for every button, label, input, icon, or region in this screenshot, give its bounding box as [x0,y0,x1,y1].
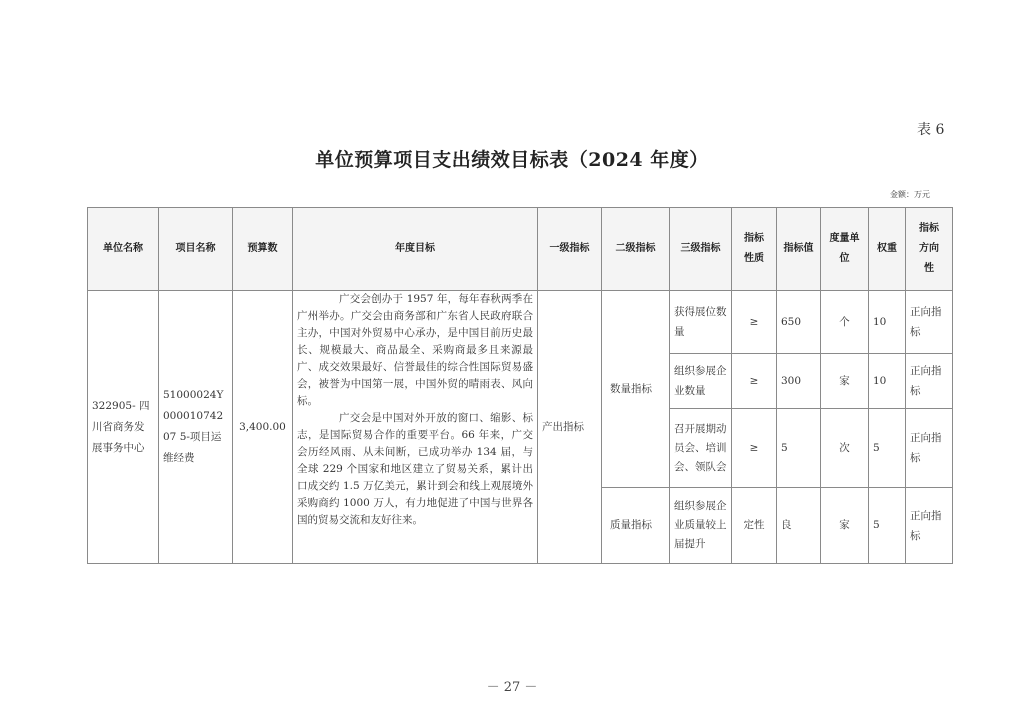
weight-cell: 5 [869,409,906,488]
header-level2: 二级指标 [602,208,670,291]
page-number: － 27 － [486,680,538,695]
header-level3: 三级指标 [670,208,732,291]
measure-unit-cell: 家 [821,354,869,409]
header-measure-unit: 度量单位 [821,208,869,291]
nature-cell: ≥ [732,354,777,409]
level3-cell: 召开展期动员会、培训会、领队会 [670,409,732,488]
budget-cell: 3,400.00 [233,291,293,564]
level3-cell: 获得展位数量 [670,291,732,354]
value-cell: 良 [777,488,821,564]
performance-target-table [87,207,953,564]
header-weight: 权重 [869,208,906,291]
table-label: 表 6 [917,122,945,138]
header-nature: 指标性质 [732,208,777,291]
direction-cell: 正向指标 [906,291,953,354]
level3-cell: 组织参展企业数量 [670,354,732,409]
nature-cell: ≥ [732,409,777,488]
annual-goal-cell [293,291,538,564]
project-name-cell: 51000024Y00001074207 5-项目运维经费 [159,291,233,564]
value-cell: 5 [777,409,821,488]
value-cell: 650 [777,291,821,354]
weight-cell: 10 [869,354,906,409]
nature-cell: ≥ [732,291,777,354]
header-annual-goal: 年度目标 [293,208,538,291]
header-direction: 指标方向性 [906,208,953,291]
header-row [88,208,953,291]
unit-note: 金额：万元 [890,190,930,199]
measure-unit-cell: 家 [821,488,869,564]
direction-cell: 正向指标 [906,354,953,409]
level3-cell: 组织参展企业质量较上届提升 [670,488,732,564]
value-cell: 300 [777,354,821,409]
direction-cell: 正向指标 [906,488,953,564]
header-project-name: 项目名称 [159,208,233,291]
level2-cell: 数量指标 [602,291,670,488]
measure-unit-cell: 次 [821,409,869,488]
header-unit-name: 单位名称 [88,208,159,291]
weight-cell: 10 [869,291,906,354]
measure-unit-cell: 个 [821,291,869,354]
header-value: 指标值 [777,208,821,291]
weight-cell: 5 [869,488,906,564]
direction-cell: 正向指标 [906,409,953,488]
unit-name-cell: 322905- 四川省商务发展事务中心 [88,291,159,564]
table-row [88,291,953,354]
level2-cell: 质量指标 [602,488,670,564]
header-budget: 预算数 [233,208,293,291]
header-level1: 一级指标 [538,208,602,291]
level1-cell: 产出指标 [538,291,602,564]
nature-cell: 定性 [732,488,777,564]
annual-goal-paragraph: 广交会创办于 1957 年，每年春秋两季在广州举办。广交会由商务部和广东省人民政府联合主办，中国对外贸易中心承办，是中国目前历史最长、规模最大、商品最全、采购商最多且来源最广、成交效果最好、信誉最佳的综合性国际贸易盛会，被誉为中国第一展，中国外贸的晴雨表、风向标。 [297,293,533,407]
annual-goal-paragraph: 广交会是中国对外开放的窗口、缩影、标志，是国际贸易合作的重要平台。66 年来，广交会历经风雨、从未间断，已成功举办 134 届，与全球 229 个国家和地区建立了贸易关系，累计出口成交约 1.5 万亿美元，累计到会和线上观展境外采购商约 1000 万人，有力地促进了中国与世界各国的贸易交流和友好往来。 [297,412,533,526]
page-title: 单位预算项目支出绩效目标表（2024 年度） [315,149,709,171]
